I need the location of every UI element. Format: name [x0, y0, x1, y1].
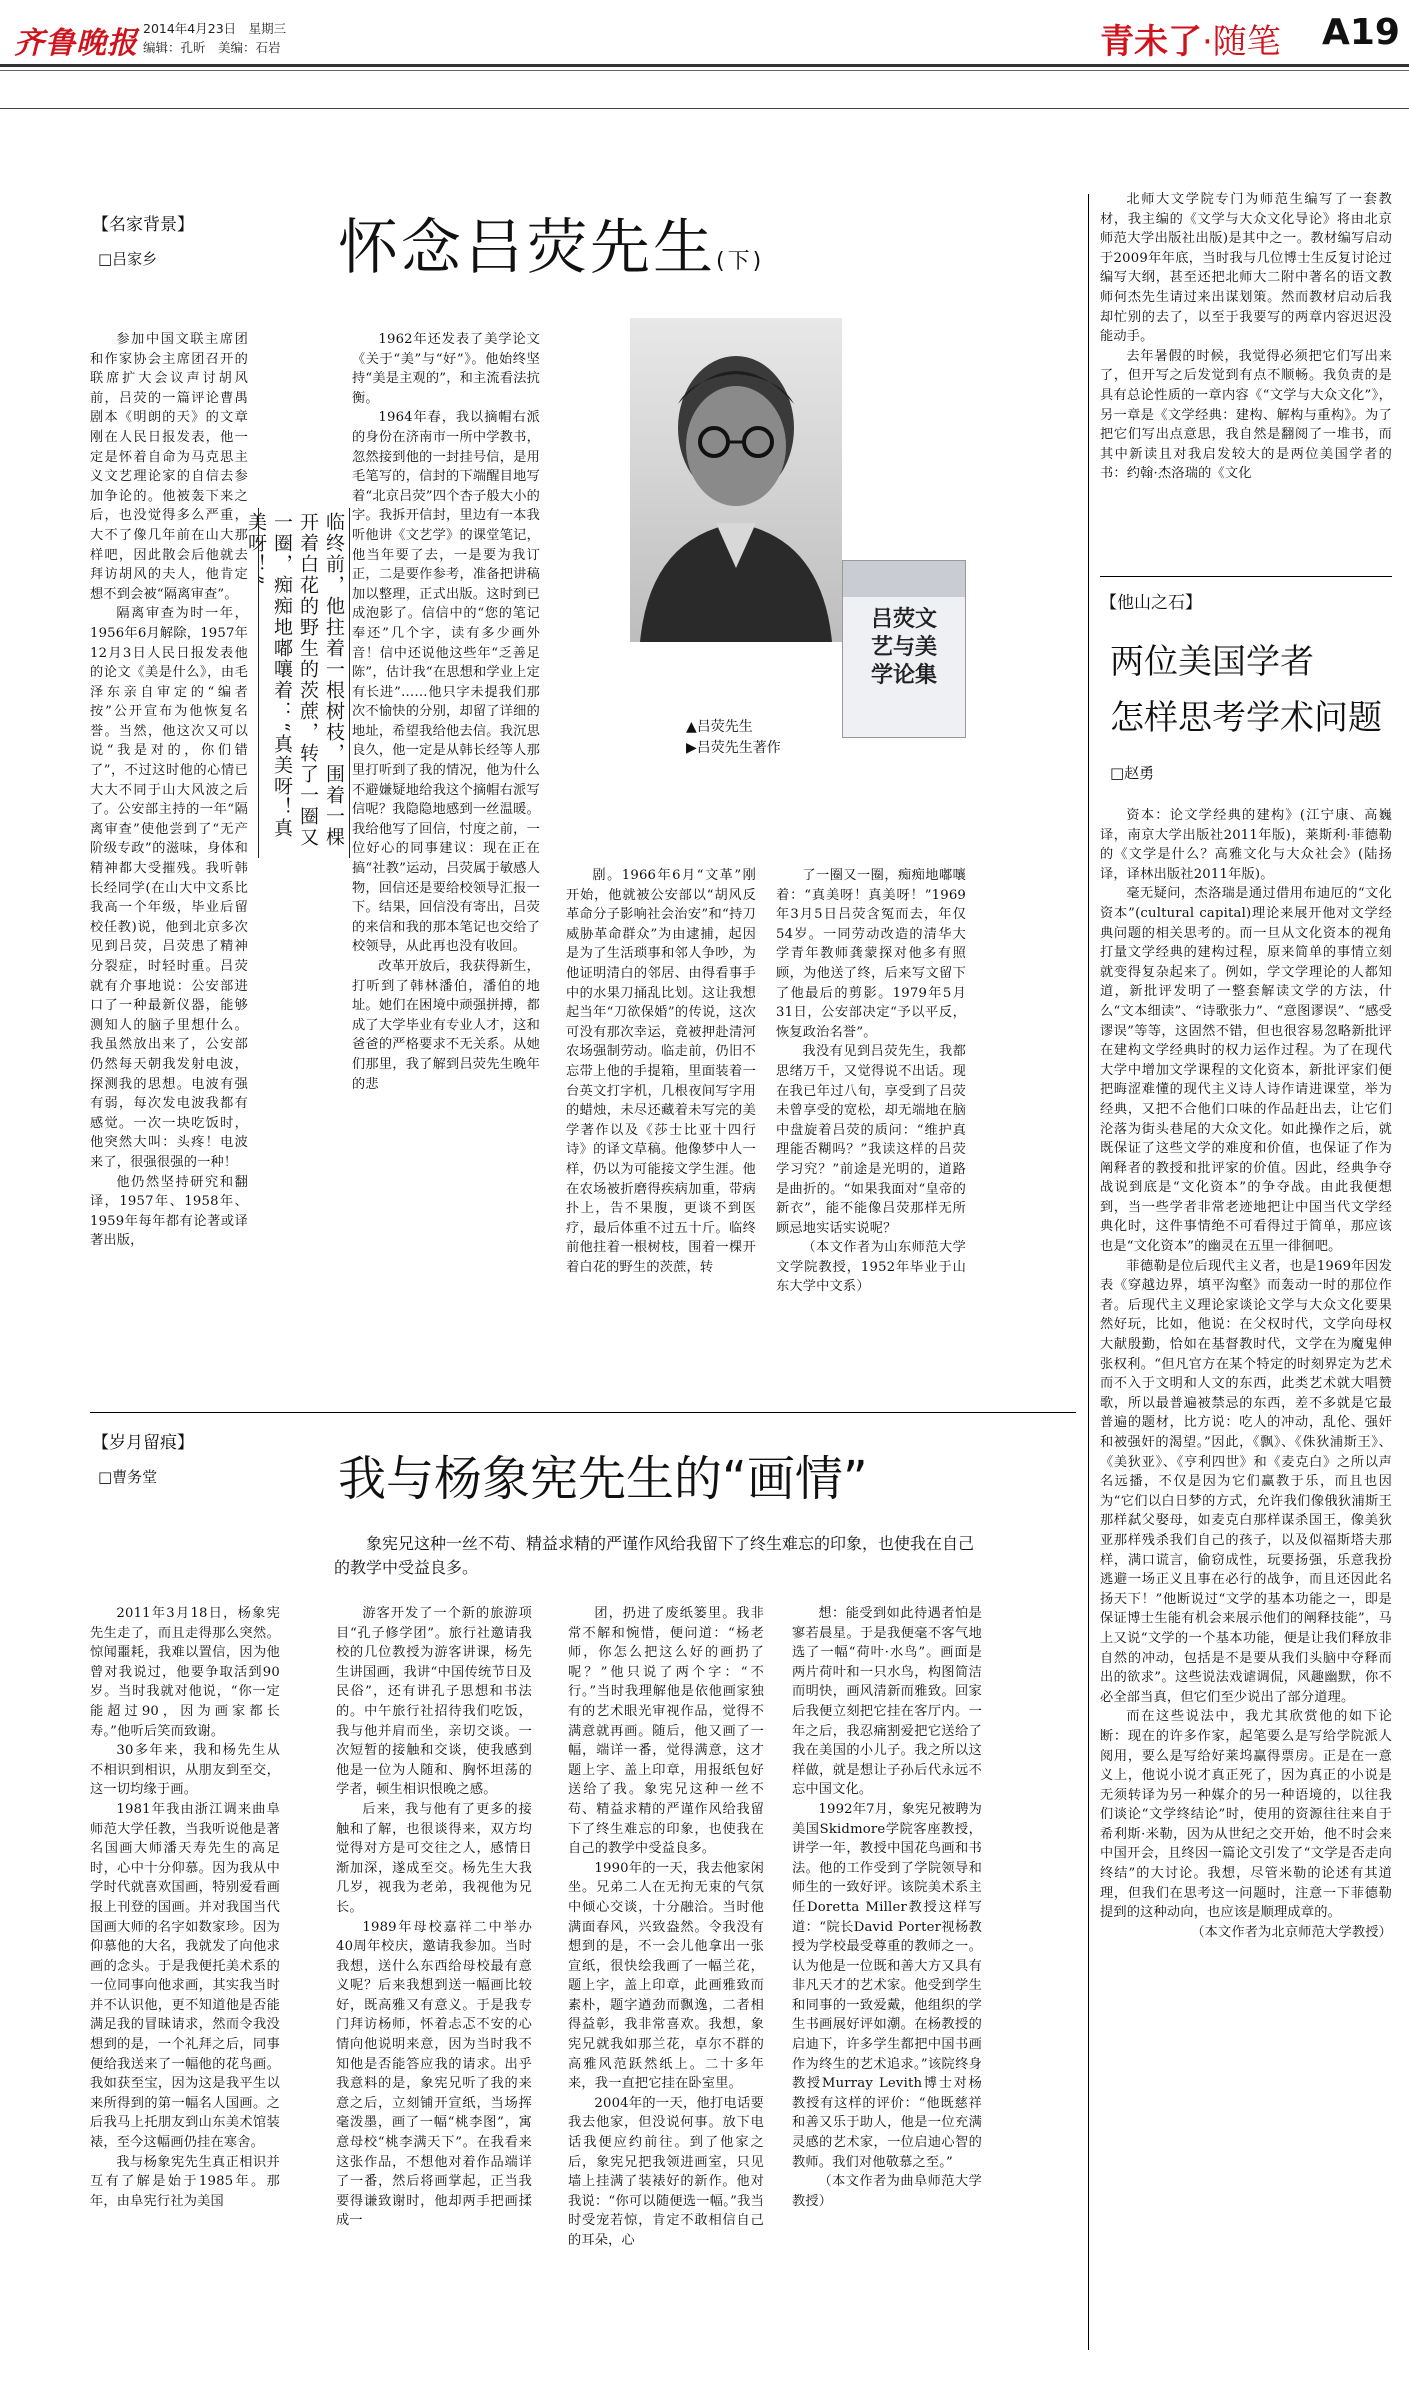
article1-col2 — [352, 330, 540, 1094]
book-cover-title: 吕荧文艺与美学论集 — [870, 606, 937, 688]
article2-col2 — [336, 1604, 532, 2231]
article1-col4-p2: 我没有见到吕荧先生，我都思绪万千，又觉得说不出话。现在我已年过八旬，享受到了吕荧未曾享受的宽松，却无端地在脑中盘旋着吕荧的质问：“维护真理能否糊吗？”我读这样的吕荧学习究？”前途是光明的，道路是曲折的。“如果我面对“皇帝的新衣”，能不能像吕荧那样无所顾忌地实话实说呢？ — [776, 1044, 966, 1236]
article1-col2-p2: 1964年春，我以摘帽右派的身份在济南市一所中学教书，忽然接到他的一封挂号信，是用毛笔写的，信封的下端醒目地写着“北京吕荧”四个杏子般大小的字。我拆开信封，里边有一本我听他讲《文艺学》的课堂笔记，他当年要了去，一是要为我订正，二是要作参考，准备把讲稿加以整理，正式出版。这时到已成泡影了。信信中的“您的笔记奉还”几个字，读有多少画外音！信中还说他这些年“乏善足陈”，估计我“在思想和学业上定有长进”……他只字未提我们那次不愉快的分别，却留了详细的地址，希望我给他去信。我沉思良久，他一定是从韩长经等人那里打听到了我的情况，他为什么不避嫌疑地给我这个摘帽右派写信呢？我隐隐地感到一丝温暖。我给他写了回信，忖度之前，一位好心的同事建议：现在正在搞“社教”运动，吕荧属于敏感人物，回信还是要给校领导汇报一下。结果，回信没有寄出，吕荧的来信和我的那本笔记也交给了校领导，从此再也没有收回。 — [352, 410, 540, 955]
article2-col1-p2: 30多年来，我和杨先生从不相识到相识，从朋友到至交，这一切均缘于画。 — [90, 1743, 280, 1798]
book-cover — [842, 560, 966, 738]
section-title — [1100, 14, 1281, 63]
article2-rule — [90, 1412, 1076, 1413]
right-top-p2: 去年暑假的时候，我觉得必须把它们写出来了，但开写之后发觉到有点不顺畅。我负责的是具有总论性质的一章内容《“文学与大众文化”》，另一章是《文学经典：建构、解构与重构》。为了把它们写出点意思，我自然是翻阅了一堆书，而其中新读且对我启发较大的是两位美国学者的书：约翰·杰洛瑞的《文化 — [1100, 348, 1392, 482]
article2-col2-p2: 后来，我与他有了更多的接触和了解，也很谈得来，双方均觉得对方是可交往之人，感情日渐加深，遂成至交。杨先生大我几岁，视我为老弟，我视他为兄长。 — [336, 1801, 532, 1915]
editors-line: 编辑：孔昕 美编：石岩 — [143, 40, 281, 55]
section-rest: ·随笔 — [1202, 22, 1281, 62]
article2-col3 — [568, 1604, 764, 2251]
article3-title-1: 两位美国学者 — [1110, 642, 1314, 682]
article2-col2-p3: 1989年母校嘉祥二中举办40周年校庆，邀请我参加。当时我想，送什么东西给母校最有意义呢？后来我想到送一幅画比较好，既高雅又有意义。于是我专门拜访杨师，怀着忐忑不安的心情向他说明来意，因为当时我不知他是否能答应我的请求。出乎我意料的是，象宪兄听了我的来意之后，立刻铺开宣纸，当场挥毫泼墨，画了一幅“桃李图”，寓意母校“桃李满天下”。在我看来这张作品，不想他对着作品端详了一番，然后将画掌起，正当我要得谦致谢时，他却两手把画揉成一 — [336, 1919, 532, 2229]
pullquote-text: 临终前，他拄着一根树枝，围着一棵开着白花的野生的茨蔗，转了一圈又一圈，痴痴地嘟嚷着：“真美呀！真美呀！” — [245, 512, 345, 848]
header-rule-thin — [0, 70, 1409, 71]
article2-col1-p3: 1981年我由浙江调来曲阜师范大学任教，当我听说他是著名国画大师潘天寿先生的高足时，心中十分仰慕。因为我从中学时代就喜欢国画，特别爱看画报上刊登的国画。并对我国当代国画大师的名字如数家珍。因为仰慕他的大名，我就发了向他求画的念头。于是我便托美术系的一位同事向他求画，其实我当时并不认识他，更不知道他是否能满足我的冒昧请求，然而令我没想到的是，一个礼拜之后，同事便给我送来了一幅他的花鸟画。我如获至宝，因为这是我平生以来所得到的第一幅名人国画。之后我马上托朋友到山东美术馆装裱，至今这幅画仍挂在寒舍。 — [90, 1801, 280, 2151]
article2-col4-p2: 1992年7月，象宪兄被聘为美国Skidmore学院客座教授，讲学一年，教授中国花鸟画和书法。他的工作受到了学院领导和师生的一致好评。该院美术系主任Doretta Miller教授这样写道：“院长David Porter视杨教授为学校最受尊重的教师之一。认为他是一位既和善大方又具有非凡天才的艺术家。他受到学生和同事的一致爱戴，他组织的学生书画展好评如潮。在杨教授的启迪下，许多学生都把中国书画作为终生的艺术追求。”该院终身教授Murray Levith博士对杨教授有这样的评价：“他既慈祥和善又乐于助人，他是一位充满灵感的艺术家，一位启迪心智的教师。我们对他敬慕之至。” — [792, 1801, 982, 2170]
article1-title-suffix: (下) — [716, 249, 765, 274]
book-cover-band — [843, 561, 965, 597]
article3-rule — [1100, 576, 1392, 577]
article1-title — [338, 200, 764, 286]
section-accent: 青未了 — [1100, 22, 1202, 62]
header-rule-bottom — [0, 108, 1409, 109]
article2-col1-p4: 我与杨象宪先生真正相识并互有了解是始于1985年。那年，由阜宪行社为美国 — [90, 2154, 280, 2209]
article1-col1-p2: 隔离审查为时一年，1956年6月解除，1957年12月3日人民日报发表他的论文《美是什么》，由毛泽东亲自审定的“编者按”公开宣布为他恢复名誉。当然，他这次又可以说“我是对的，你们错了”，不过这时他的心情已大大不同于山大风波之后了。公安部主持的一年“隔离审查”使他尝到了“无产阶级专政”的滋味，身体和精神都大受摧残。我听韩长经同学(在山大中文系比我高一个年级，毕业后留校任教)说，他到北京多次见到吕荧，吕荧患了精神分裂症，时轻时重。吕荧就有介事地说：公安部进口了一种最新仪器，能够测知人的脑子里想什么。我虽然放出来了，公安部仍然每天朝我发射电波，探测我的思想。电波有强有弱，每次发电波我都有感觉。一次一块吃饭时，他突然大叫：头疼！电波来了，很强很强的一种！ — [90, 606, 248, 1170]
article2-tag: 【岁月留痕】 — [92, 1433, 194, 1453]
article1-col4-p3: （本文作者为山东师范大学文学院教授，1952年毕业于山东大学中文系） — [776, 1240, 966, 1295]
article3-p5: （本文作者为北京师范大学教授） — [1191, 1924, 1392, 1940]
article2-title: 我与杨象宪先生的“画情” — [338, 1451, 868, 1507]
article1-title-main: 怀念吕荧先生 — [338, 213, 716, 283]
article3-p3: 菲德勒是位后现代主义者，也是1969年因发表《穿越边界，填平沟壑》而轰动一时的那位作者。后现代主义理论家谈论文学与大众文化要果然好玩，比如，他说：在父权时代，文学向母权大献殷勤，恰如在基督教时代，文学在为魔鬼伸张权利。“但凡官方在某个特定的时刻界定为艺术而不入于文明和人文的东西，此类艺术就大唱赞歌，所以最普遍被禁忌的东西，差不多就是它最普遍的题材，比方说：吃人的冲动，乱伦、强奸和被强奸的渴望。”因此，《飘》、《侏狄浦斯王》、《美狄亚》、《亨利四世》和《麦克白》之所以声名远播，不仅是因为它们赢教于乐，而且也因为“它们以白日梦的方式，允许我们像俄狄浦斯王那样弑父娶母，如麦克白那样谋杀国王，像美狄亚那样残杀我们自己的孩子，以及似福斯塔夫那样，满口谎言，偷窃成性，玩要扬强，乐意我扮逃避一场正义且事在必行的战争，而且还因此名扬天下！”他断说过“文学的基本功能之一，即是保证博士生能有机会来展示他们的阐释技能”，马上又说“文学的一个基本功能，便是让我们释放非自然的冲动，包括是不是要从我们头脑中夺释而出的欲求”。这些说法戏谑调侃，风趣幽默，你不必全部当真，但它们至少说出了部分道理。 — [1100, 1258, 1392, 1705]
article3-p1: 资本：论文学经典的建构》(江宁康、高巍译，南京大学出版社2011年版)，莱斯利·菲德勒的《文学是什么？高雅文化与大众社会》(陆扬译，译林出版社2011年版)。 — [1100, 808, 1392, 882]
article2-col3-p1: 团，扔进了废纸篓里。我非常不解和惋惜，便问道：“杨老师，你怎么把这么好的画扔了呢？”他只说了两个字：“不行。”当时我理解他是依他画家独有的艺术眼光审视作品，觉得不满意就再画。随后，他又画了一幅，端详一番，觉得满意，这才题上字、盖上印章，用报纸包好送给了我。象宪兄这种一丝不苟、精益求精的严谨作风给我留下了终生难忘的印象，也使我在自己的教学中受益良多。 — [568, 1606, 764, 1857]
article1-col4 — [776, 866, 966, 1297]
article3-p4: 而在这些说法中，我尤其欣赏他的如下论断：现在的许多作家，起笔要么是写给学院派人阅用，要么是写给好莱坞赢得票房。正是在一意义上，他说小说才真正死了，因为真正的小说是无须转译为另一种媒介的另一种语境的，以往我们谈论“文学终结论”时，使用的资源往往来自于希利斯·米勒，因为从世纪之交开始，他不时会来中国开会，且终因一篇论文引发了“文学是否走向终结”的大讨论。我想，尽管米勒的论述有其道理，但我们在思考这一问题时，注意一下菲德勒提到的这种动向，也应该是顺理成章的。 — [1100, 1709, 1392, 1921]
page-number: A19 — [1322, 12, 1400, 53]
article1-col2-p3: 改革开放后，我获得新生，打听到了韩林潘伯，潘伯的地址。她们在困境中顽强拼搏，都成了大学毕业有专业人才，这和爸爸的严格要求不无关系。从她们那里，我了解到吕荧先生晚年的悲 — [352, 959, 540, 1092]
right-top-col — [1100, 190, 1392, 484]
article1-col4-p1: 了一圈又一圈，痴痴地嘟嚷着：“真美呀！真美呀！”1969年3月5日吕荧含冤而去，年仅54岁。一同劳动改造的清华大学青年教师龚蒙探对他多有照顾，为他送了终，后来写文留下了他最后的剪影。1979年5月31日，公安部决定“予以平反，恢复政治名誉”。 — [776, 868, 966, 1040]
article1-col3 — [566, 866, 756, 1277]
portrait-photo — [630, 318, 842, 642]
article1-col3-p1: 剧。1966年6月“文革”刚开始，他就被公安部以“胡风反革命分子影响社会治安”和“持刀威胁革命群众”为由逮捕，起因是为了生活琐事和邻人争吵，为他证明清白的邻居、由得看事手中的水果刀捅乱比划。这让我想起当年“刀欲保婚”的传说，这次可没有那次幸运，竟被押赴清河农场强制劳动。临走前，仍旧不忘带上他的手提箱，里面装着一台英文打字机，几根夜间写字用的蜡烛，未尽还藏着未写完的美学著作以及《莎士比亚十四行诗》的译文草稿。他像梦中人一样，仍以为可能接文学生涯。他在农场被折磨得疾病加重，带病扑上，告不果腹，更谈不到医疗，最后体重不过五十斤。临终前他拄着一根树枝，围着一棵开着白花的野生的茨蔗，转 — [566, 868, 756, 1275]
article2-col3-p3: 2004年的一天，他打电话要我去他家，但没说何事。放下电话我便应约前往。到了他家之后，象宪兄把我领进画室，只见墙上挂满了装裱好的新作。他对我说：“你可以随便选一幅。”我当时受宠若惊，肯定不敢相信自己的耳朵，心 — [568, 2095, 764, 2248]
photo-caption-2: ▶吕荧先生著作 — [686, 740, 781, 756]
article2-col1-p1: 2011年3月18日，杨象宪先生走了，而且走得那么突然。惊闻噩耗，我难以置信，因为他曾对我说过，他要争取活到90岁。当时我就对他说，“你一定能超过90，因为画家都长寿。”他听后笑而致谢。 — [90, 1606, 280, 1739]
article2-author: □曹务堂 — [98, 1468, 158, 1486]
article2-col1 — [90, 1604, 280, 2211]
article1-tag: 【名家背景】 — [92, 215, 194, 235]
article2-col2-p1: 游客开发了一个新的旅游项目“孔子修学团”。旅行社邀请我校的几位教授为游客讲课，杨先生讲国画，我讲“中国传统节日及民俗”，还有讲孔子思想和书法的。中午旅行社招待我们吃饭，我与他并肩而坐，亲切交谈。一次短暂的接触和交谈，使我感到他是一位为人随和、胸怀坦荡的学者，顿生相识恨晚之感。 — [336, 1606, 532, 1798]
article2-col4-p3: （本文作者为曲阜师范大学教授） — [792, 2174, 982, 2209]
article2-lead: 象宪兄这种一丝不苟、精益求精的严谨作风给我留下了终生难忘的印象，也使我在自己的教学中受益良多。 — [334, 1534, 975, 1577]
article1-col2-p1: 1962年还发表了美学论文《关于“美”与“好”》。他始终坚持“美是主观的”，和主流看法抗衡。 — [352, 332, 540, 406]
article3-author: □赵勇 — [1110, 764, 1155, 782]
article3-p2: 毫无疑问，杰洛瑞是通过借用布迪厄的“文化资本”(cultural capital)理论来展开他对文学经典问题的相关思考的。而一旦从文化资本的视角打量文学经典的建构过程，原来简单的事情立刻就变得复杂起来了。例如，学文学理论的人都知道，新批评发明了一整套解读文学的方法，什么“文本细读”、“诗歌张力”、“意图谬误”、“感受谬误”等等，这固然不错，但也很容易忽略新批评在建构文学经典时的权力运作过程。为了在现代大学中增加文学课程的文化资本，新批评家们便把晦涩难懂的现代主义诗人诗作请进课堂，举为经典，又把不合他们口味的作品赶出去，让它们沦落为街头巷尾的大众文化。如此操作之后，就既保证了这些文学的难度和价值，也保证了作为阐释者的教授和批评家的价值。因此，经典争夺战说到底是“文化资本”的争夺战。由此我便想到，当一些学者非常老迹地把让中国当代文学经典化时，这件事情绝不可看得过于简单，那应该也是“文化资本”的幽灵在五里一徘徊吧。 — [1100, 886, 1392, 1255]
masthead-logo: 齐鲁晚报 — [14, 26, 138, 61]
article1-col1-p1: 参加中国文联主席团和作家协会主席团召开的联席扩大会议声讨胡风前，吕荧的一篇评论曹禺剧本《明朗的天》的文章刚在人民日报发表，他一定是怀着自命为马克思主义文艺理论家的自信去参加争论的。他被轰下来之后，也没觉得多么严重，大不了像几年前在山大那样吧，因此散会后他就去拜访胡风的夫人，他肯定想不到会被“隔离审查”。 — [90, 332, 248, 602]
pullquote-box — [245, 508, 350, 858]
article2-col4 — [792, 1604, 982, 2211]
header-band — [0, 72, 1409, 108]
article1-col1 — [90, 330, 248, 1251]
article2-col4-p1: 想：能受到如此待遇者怕是寥若晨星。于是我便毫不客气地选了一幅“荷叶·水鸟”。画面是两片荷叶和一只水鸟，构图简洁而明快，画风清新而雅致。回家后我便立刻把它挂在客厅内。一年之后，我忍痛割爱把它送给了我在美国的小儿子。我之所以这样做，就是想让子孙后代永远不忘中国文化。 — [792, 1606, 982, 1798]
article3-tag: 【他山之石】 — [1100, 593, 1202, 613]
portrait-figure-icon — [630, 318, 842, 642]
article3-title-2: 怎样思考学术问题 — [1110, 698, 1382, 738]
article3-col — [1100, 806, 1392, 1942]
header-rule — [0, 64, 1409, 67]
right-top-p1: 北师大文学院专门为师范生编写了一套教材，我主编的《文学与大众文化导论》将由北京师范大学出版社出版)是其中之一。教材编写启动于2009年年底，当时我与几位博士生反复讨论过编写大纲，甚至还把北师大二附中著名的语文教师何杰先生请过来出谋划策。然而教材启动后我却忙别的去了，以至于我要写的两章内容迟迟没能动手。 — [1100, 192, 1392, 345]
issue-date: 2014年4月23日 星期三 — [143, 21, 287, 36]
article1-col1-p3: 他仍然坚持研究和翻译，1957年、1958年、1959年每年都有论著或译著出版， — [90, 1174, 248, 1249]
photo-caption-1: ▲吕荧先生 — [686, 719, 753, 735]
column-divider — [1088, 194, 1089, 2350]
article1-author: □吕家乡 — [98, 250, 158, 268]
article2-col3-p2: 1990年的一天，我去他家闲坐。兄弟二人在无拘无束的气氛中倾心交谈，十分融洽。当时他满面春风，兴致盎然。令我没有想到的是，不一会儿他拿出一张宣纸，很快绘我画了一幅兰花，题上字，盖上印章，此画雅致而素朴，题字遒劲而飘逸，二者相得益彰，我非常喜欢。我想，象宪兄就我如那兰花，卓尔不群的高雅风范跃然纸上。二十多年来，我一直把它挂在卧室里。 — [568, 1860, 764, 2092]
